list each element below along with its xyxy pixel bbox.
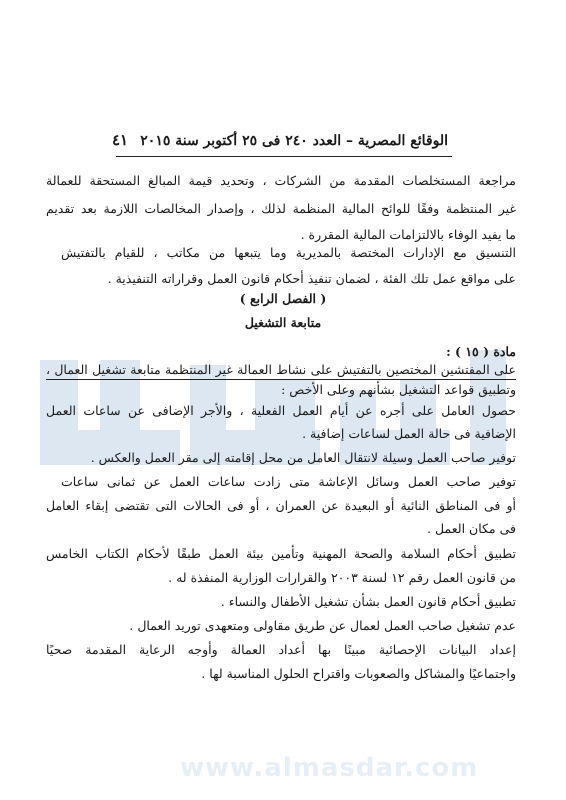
text-line: مراجعة المستخلصات المقدمة من الشركات ، وتحديد قيمة المبالغ المستحقة للعمالة [46, 173, 516, 188]
text-line: من قانون العمل رقم ١٢ لسنة ٢٠٠٣ والقرارات الوزارية المنفذة له . [168, 570, 516, 585]
text-line: عدم تشغيل صاحب العمل لعمال عن طريق مقاولى ومتعهدى توريد العمال . [129, 618, 516, 633]
text-line: وتطبيق قواعد التشغيل بشأنهم وعلى الأخص : [281, 382, 516, 397]
page-header [118, 130, 448, 152]
chapter-heading: ( الفصل الرابع ) [239, 291, 327, 306]
section-heading: متابعة التشغيل [244, 315, 322, 330]
text-line: غير المنتظمة وفقًا للوائح المالية المنظمة لذلك ، وإصدار المخالصات اللازمة بعد تقديم [46, 201, 516, 216]
text-line: تطبيق أحكام السلامة والصحة المهنية وتأمين بيئة العمل طبقًا لأحكام الكتاب الخامس [46, 546, 516, 561]
text-line: فى مكان العمل . [427, 521, 516, 536]
page-number: ٤١ [112, 131, 129, 149]
watermark-url: www.almasdar.com [180, 753, 479, 783]
text-line: ما يفيد الوفاء بالالتزامات المالية المقررة . [300, 227, 516, 242]
header-divider [116, 156, 452, 157]
text-line: أو فى المناطق النائية أو البعيدة عن العمران ، أو فى الحالات التى تقتضى إبقاء العامل [46, 498, 516, 513]
text-line: تطبيق أحكام قانون العمل بشأن تشغيل الأطفال والنساء . [220, 594, 516, 609]
text-line: على المفتشين المختصين بالتفتيش على نشاط العمالة غير المنتظمة متابعة تشغيل العمال ، [46, 361, 516, 380]
text-line: واجتماعيًا والمشاكل والصعوبات واقتراح الحلول المناسبة لها . [201, 666, 516, 681]
text-line: على مواقع عمل تلك الفئة ، لضمان تنفيذ أحكام قانون العمل وقراراته التنفيذية . [107, 271, 516, 286]
text-line: التنسيق مع الإدارات المختصة بالمديرية وما يتبعها من مكاتب ، للقيام بالتفتيش [61, 245, 516, 260]
text-line: توفير صاحب العمل وسيلة لانتقال العامل من محل إقامته إلى مقر العمل والعكس . [90, 450, 516, 465]
gazette-title: الوقائع المصرية – العدد ٢٤٠ فى ٢٥ أكتوبر سنة ٢٠١٥ [140, 133, 448, 149]
text-line: توفير صاحب العمل وسائل الإعاشة متى زادت ساعات العمل عن ثمانى ساعات [61, 474, 516, 489]
text-line: الإضافية فى حالة العمل لساعات إضافية . [302, 426, 516, 441]
text-line: حصول العامل على أجره عن أيام العمل الفعلية ، والأجر الإضافى عن ساعات العمل [46, 403, 516, 418]
text-line: إعداد البيانات الإحصائية مبينًا بها أعداد العمالة وأوجه الرعاية المقدمة صحيًا [46, 642, 516, 657]
article-heading: مادة ( ١٥ ) : [446, 344, 516, 359]
